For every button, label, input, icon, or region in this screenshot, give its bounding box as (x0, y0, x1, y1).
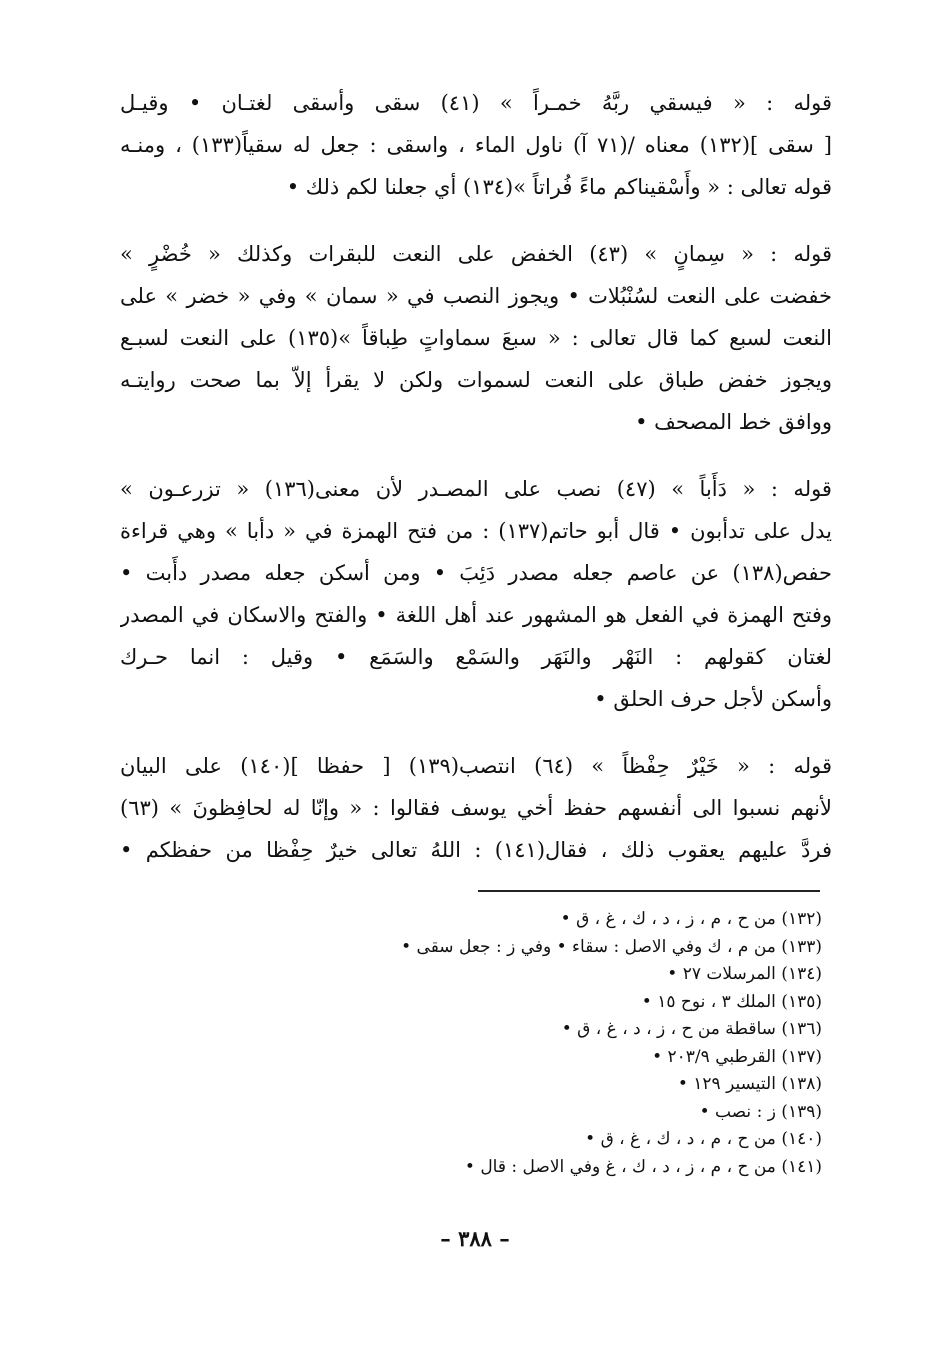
text-line: قوله : « فيسقي ربَّهُ خمـراً » (٤١) سقى وأسقى لغتـان • وقيـل (120, 91, 832, 115)
text-line: وفتح الهمزة في الفعل هو المشهور عند أهل اللغة • والفتح والاسكان في المصدر (120, 603, 832, 627)
text-line: فردَّ عليهم يعقوب ذلك ، فقال(١٤١) : اللهُ تعالى خيرٌ حِفْظا من حفظكم • (120, 838, 832, 862)
text-line: قوله تعالى : « وأَسْقيناكم ماءً فُراتاً »(١٣٤) أي جعلنا لكم ذلك • (286, 175, 832, 199)
text-line: قوله : « خَيْرٌ حِفْظاً » (٦٤) انتصب(١٣٩) [ حفظا ](١٤٠) على البيان (120, 754, 832, 778)
footnote: (١٤١) من ح ، م ، ز ، د ، ك ، غ وفي الاصل : قال • (464, 1156, 822, 1177)
footnote: (١٣٣) من م ، ك وفي الاصل : سقاء • وفي ز : جعل سقى • (401, 936, 822, 957)
footnote-divider (478, 890, 820, 892)
footnote: (١٣٤) المرسلات ٢٧ • (667, 964, 822, 984)
paragraph (120, 233, 832, 443)
page-number: – ٣٨٨ – (440, 1226, 510, 1251)
footnote: (١٣٨) التيسير ١٢٩ • (677, 1074, 822, 1094)
paragraph (120, 468, 832, 720)
footnote: (١٣٩) ز : نصب • (699, 1101, 822, 1122)
footnote: (١٣٢) من ح ، م ، ز ، د ، ك ، غ ، ق • (560, 909, 822, 929)
footnote: (١٣٥) الملك ٣ ، نوح ١٥ • (641, 991, 822, 1012)
text-line: النعت لسبع كما قال تعالى : « سبعَ سماواتٍ طِباقاً »(١٣٥) على النعت لسبـع (120, 326, 832, 350)
footnotes (150, 906, 822, 1181)
text-line: لغتان كقولهم : النَهْر والنَهَر والسَمْع والسَمَع • وقيل : انما حـرك (120, 645, 832, 669)
text-line: قوله : « سِمانٍ » (٤٣) الخفض على النعت للبقرات وكذلك « خُضْرٍ » (120, 242, 832, 266)
paragraph (120, 82, 832, 208)
text-line: خفضت على النعت لسُنْبُلات • ويجوز النصب في « سمان » وفي « خضر » على (120, 284, 832, 308)
text-line: يدل على تدأبون • قال أبو حاتم(١٣٧) : من فتح الهمزة في « دأبا » وهي قراءة (120, 519, 832, 543)
text-line: ووافق خط المصحف • (635, 410, 832, 434)
text-line: لأنهم نسبوا الى أنفسهم حفظ أخي يوسف فقالوا : « وإنّا له لحافِظونَ » (٦٣) (120, 796, 832, 820)
text-line: [ سقى ](١٣٢) معناه /(٧١ آ) ناول الماء ، واسقى : جعل له سقياً(١٣٣) ، ومنـه (120, 133, 832, 157)
footnote: (١٣٦) ساقطة من ح ، ز ، د ، غ ، ق • (561, 1019, 822, 1039)
text-line: ويجوز خفض طباق على النعت لسموات ولكن لا يقرأ إلاّ بما صحت روايتـه (120, 368, 832, 392)
text-line: قوله : « دَأَباً » (٤٧) نصب على المصـدر لأن معنى(١٣٦) « تزرعـون » (120, 477, 832, 501)
paragraph (120, 745, 832, 871)
main-text (120, 82, 832, 896)
footnote: (١٣٧) القرطبي ٢٠٣/٩ • (652, 1046, 822, 1067)
text-line: حفص(١٣٨) عن عاصم جعله مصدر دَئِبَ • ومن أسكن جعله مصدر دأَبت • (120, 561, 832, 585)
footnote: (١٤٠) من ح ، م ، د ، ك ، غ ، ق • (585, 1129, 822, 1149)
text-line: وأسكن لأجل حرف الحلق • (594, 687, 832, 711)
